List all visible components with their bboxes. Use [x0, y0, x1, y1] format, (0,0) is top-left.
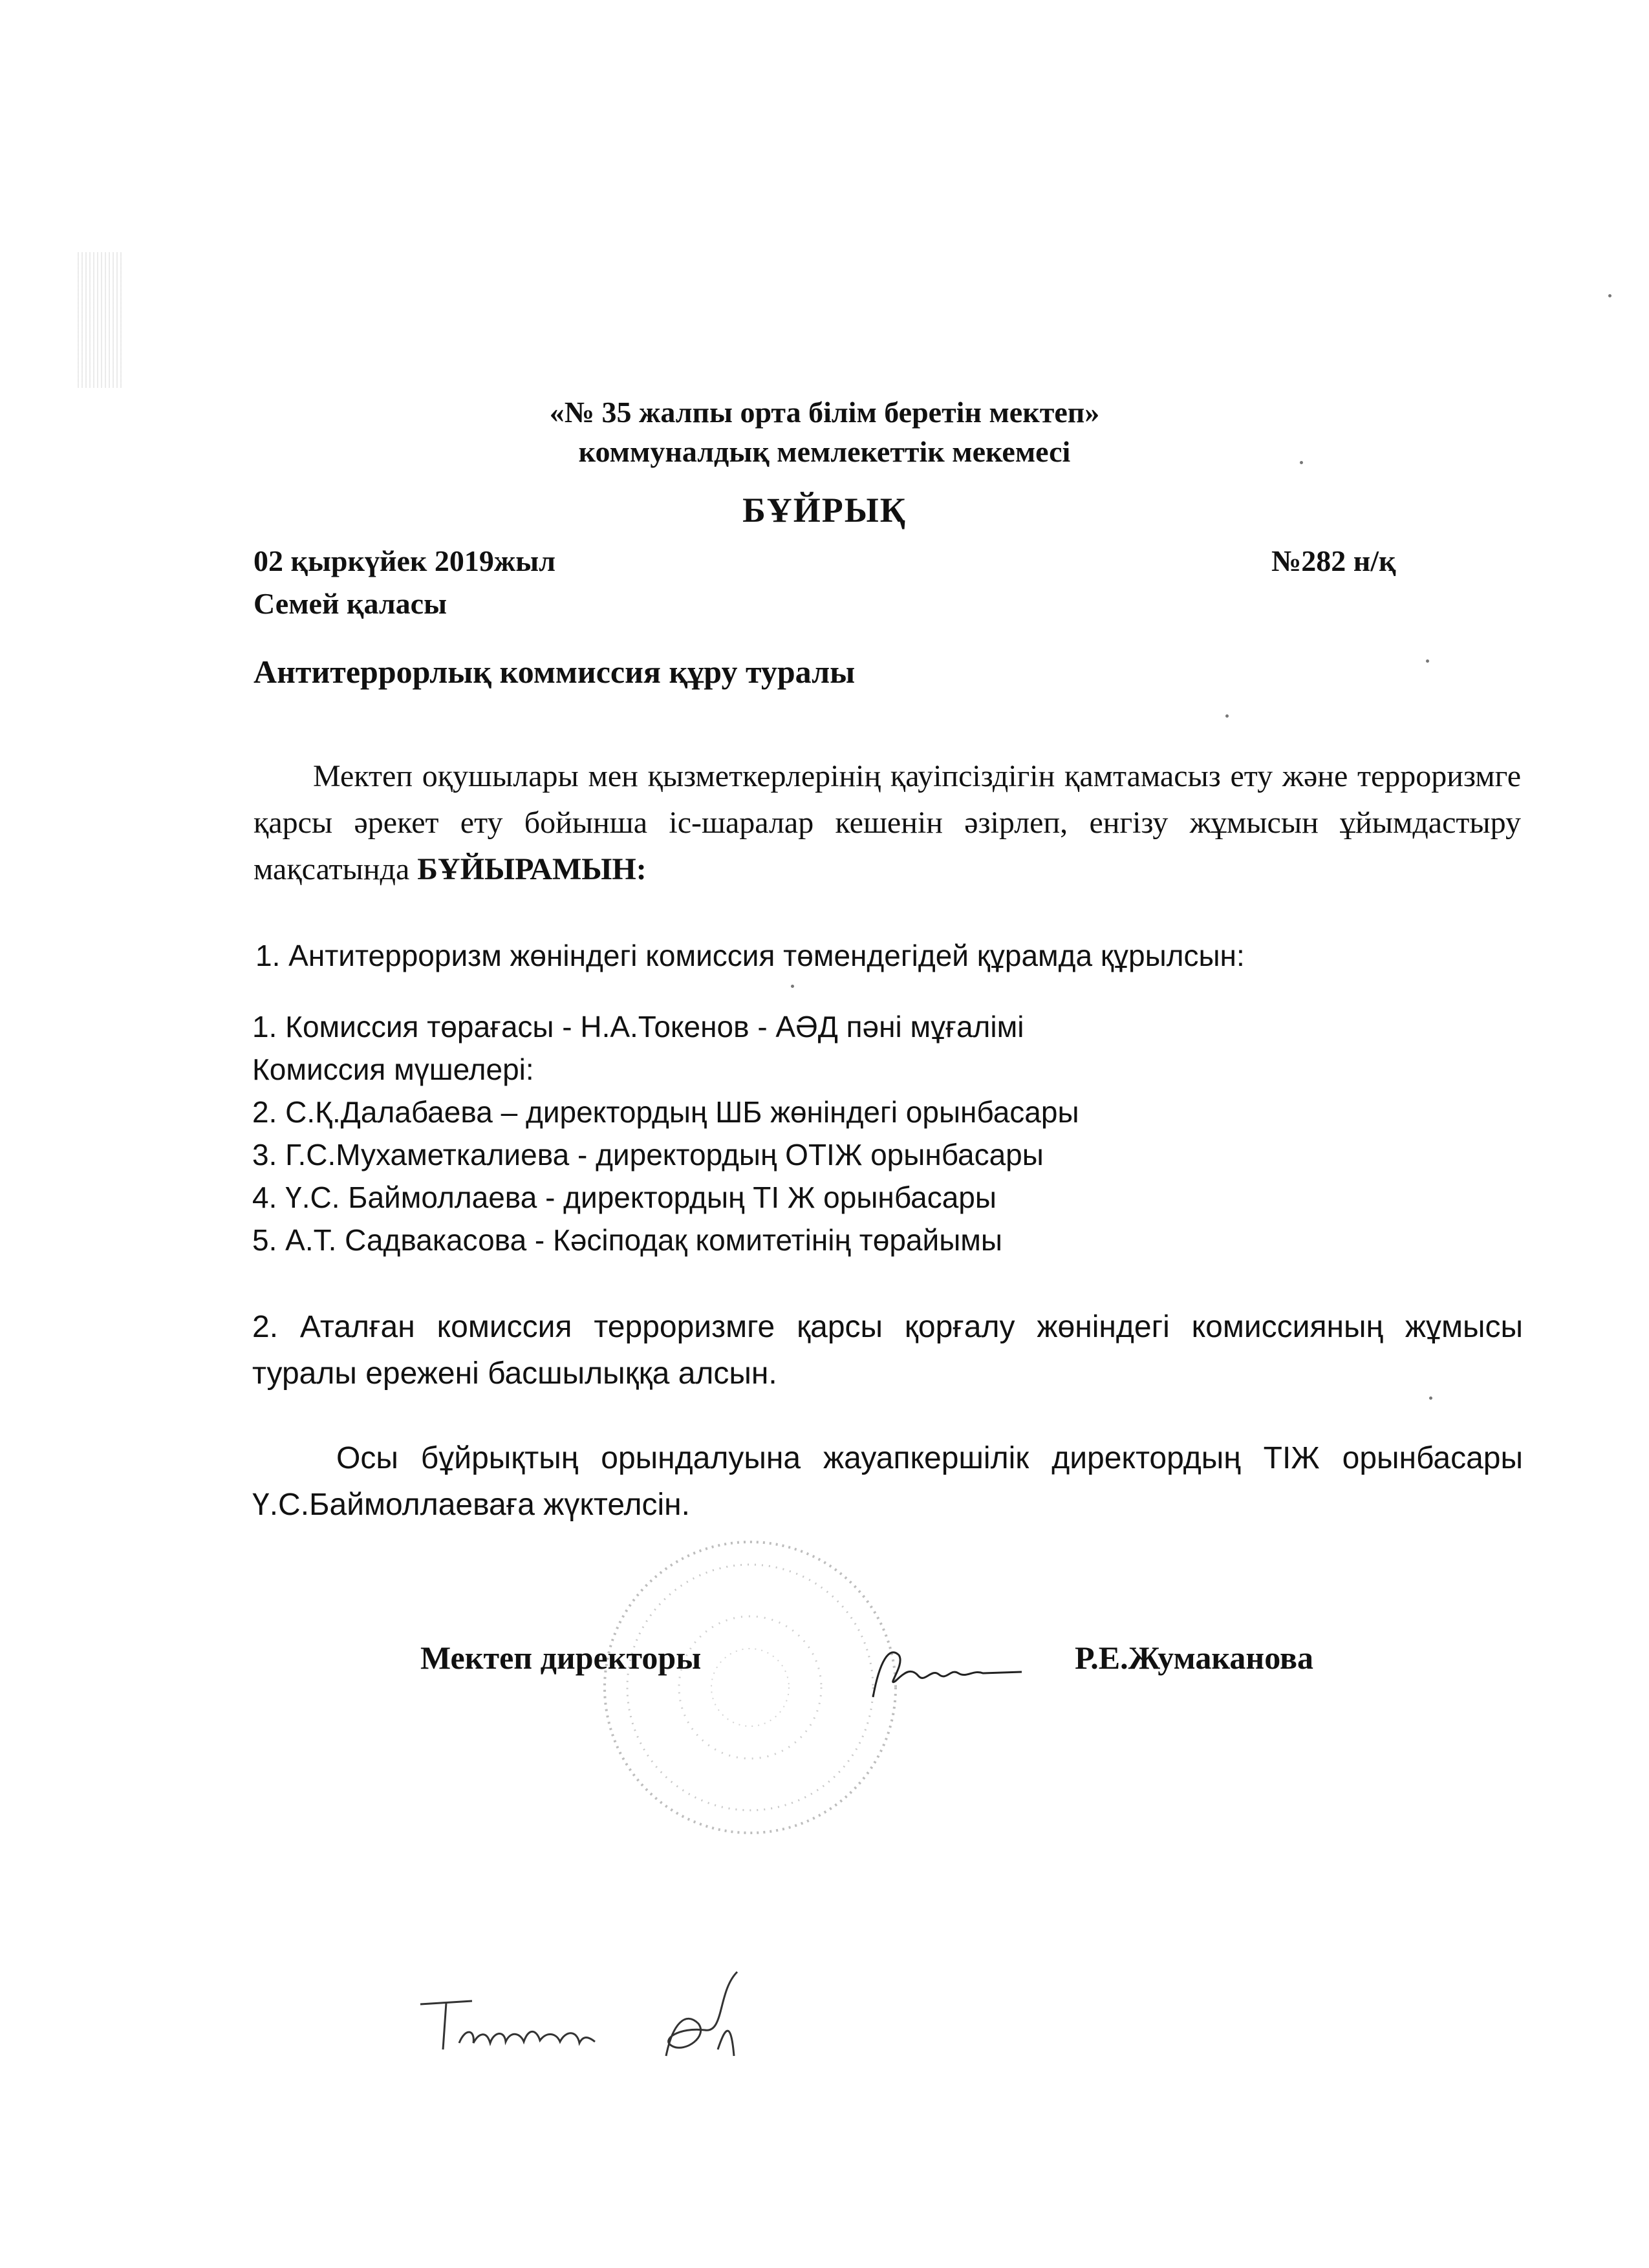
scan-artifact [78, 252, 123, 388]
scan-speck [1225, 714, 1229, 718]
order-title: БҰЙРЫҚ [742, 491, 907, 530]
order-date: 02 қыркүйек 2019жыл [253, 544, 556, 577]
order-subject: Антитеррорлық коммиссия құру туралы [253, 654, 856, 690]
commission-member: 3. Г.С.Мухаметкалиева - директордың ОТІЖ орынбасары [252, 1138, 1044, 1171]
stamp-seal-icon [595, 1532, 905, 1843]
intro-text: Мектеп оқушылары мен қызметкерлерінің қауіпсіздігін қамтамасыз ету және терроризмге қарсы әрекет ету бойынша іс-шаралар кешенін әзірлеп, енгізу жұмысын ұйымдастыру мақсатында [253, 759, 1521, 886]
scan-speck [1608, 294, 1611, 297]
commission-member: 4. Ү.С. Баймоллаева - директордың ТІ Ж орынбасары [252, 1181, 997, 1214]
director-title: Мектеп директоры [420, 1640, 702, 1676]
responsibility-text: Осы бұйрықтың орындалуына жауапкершілік директордың ТІЖ орынбасары Ү.С.Баймоллаеваға жүктелсін. [252, 1441, 1523, 1522]
members-heading: Комиссия мүшелері: [252, 1053, 534, 1086]
responsibility-paragraph [252, 1435, 1523, 1528]
intro-emphasis: БҰЙЫРАМЫН: [417, 852, 647, 886]
director-name: Р.Е.Жумаканова [1075, 1640, 1313, 1676]
commission-chair: 1. Комиссия төрағасы - Н.А.Токенов - АӘД пәні мұғалімі [252, 1010, 1024, 1043]
order-city: Семей қаласы [253, 587, 447, 620]
scan-speck [791, 985, 794, 988]
handwritten-acknowledgement-icon [414, 1965, 776, 2075]
scan-speck [1426, 659, 1429, 663]
commission-list [252, 1005, 1079, 1261]
institution-line: коммуналдық мемлекеттік мекемесі [578, 435, 1071, 468]
intro-paragraph [253, 753, 1521, 893]
commission-member: 5. А.Т. Садвакасова - Кәсіподақ комитетінің төрайымы [252, 1223, 1002, 1257]
signature-icon [860, 1636, 1028, 1707]
commission-member: 2. С.Қ.Далабаева – директордың ШБ жөніндегі орынбасары [252, 1095, 1079, 1129]
item-1-heading: 1. Антитерроризм жөніндегі комиссия төмендегідей құрамда құрылсын: [255, 939, 1245, 972]
order-number: №282 н/қ [1271, 544, 1396, 577]
school-name-line: «№ 35 жалпы орта білім беретін мектеп» [549, 396, 1100, 429]
item-2-paragraph: 2. Аталған комиссия терроризмге қарсы қорғалу жөніндегі комиссияның жұмысы туралы ережені басшылыққа алсын. [252, 1310, 1523, 1391]
